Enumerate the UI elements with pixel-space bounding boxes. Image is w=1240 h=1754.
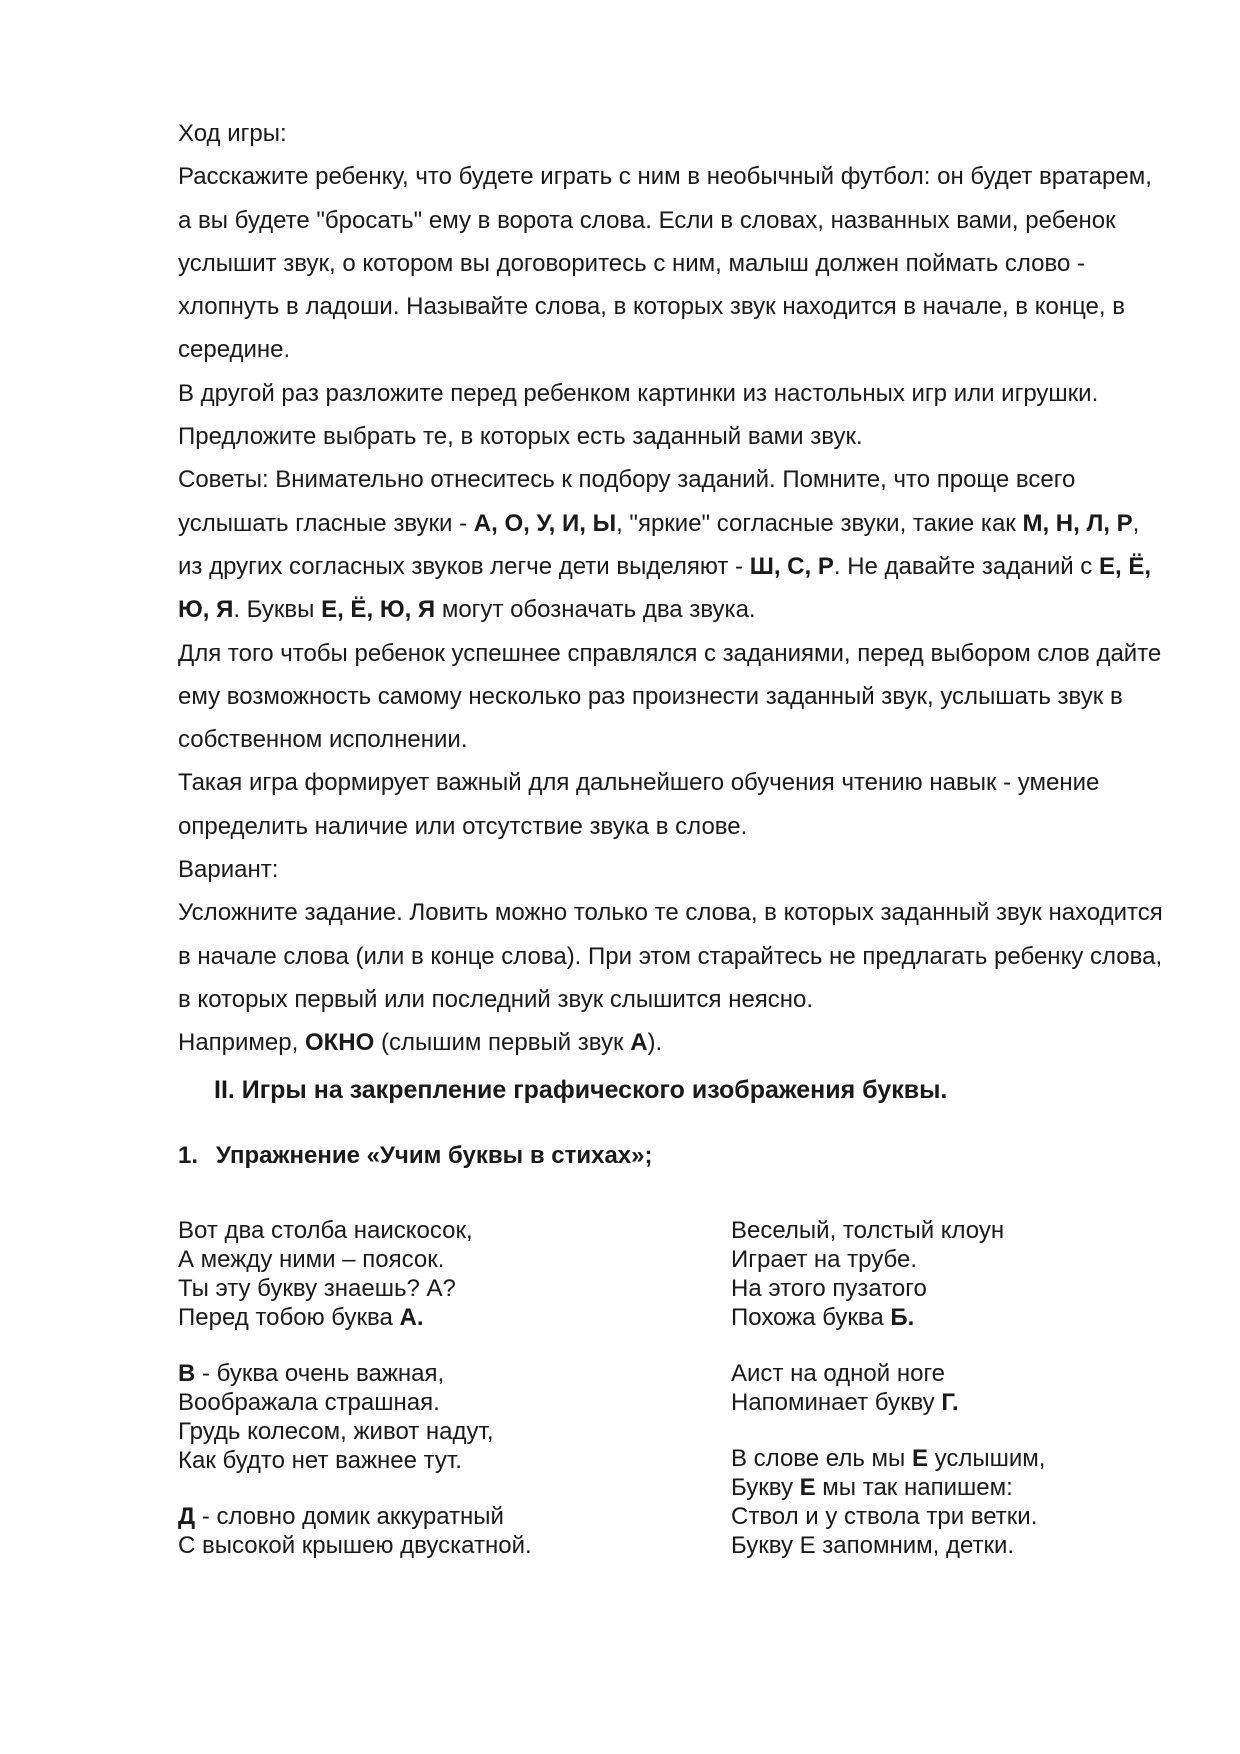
poem-line: С высокой крышею двускатной.	[178, 1532, 532, 1559]
example-sound: А	[630, 1029, 648, 1057]
alternative-paragraph: В другой раз разложите перед ребенком картинки из настольных игр или игрушки. Предложите выбрать те, в которых есть заданный вами звук.	[178, 379, 1099, 451]
poem-line: В слове ель мы Е услышим,	[731, 1445, 1046, 1472]
vowels-emphasis: А, О, У, И, Ы	[473, 509, 617, 537]
exercise-title: Упражнение «Учим буквы в стихах»;	[216, 1142, 653, 1169]
poem-letter-g	[731, 1359, 1045, 1417]
poem-line: Похожа буква Б.	[731, 1304, 915, 1331]
game-instructions-paragraph: Расскажите ребенку, что будете играть с ним в необычный футбол: он будет вратарем, а вы будете "бросать" ему в ворота слова. Если в словах, названных вами, ребенок услышит звук, о котором вы договоритесь с ним, малыш должен поймать слово - хлопнуть в ладоши. Называйте слова, в которых звук находится в начале, в конце, в середине.	[178, 163, 1152, 364]
game-procedure-label: Ход игры:	[178, 120, 287, 147]
poem-line: На этого пузатого	[731, 1275, 927, 1302]
poem-line: Перед тобою буква А.	[178, 1304, 424, 1331]
example-paragraph: Например, ОКНО (слышим первый звук А).	[178, 1029, 663, 1057]
poem-line: Воображала страшная.	[178, 1389, 440, 1416]
poem-letter-e	[731, 1444, 1045, 1560]
poem-letter-d	[178, 1502, 532, 1560]
example-word: ОКНО	[304, 1029, 375, 1057]
poem-letter-a	[178, 1216, 532, 1332]
poem-line: Букву Е запомним, детки.	[731, 1532, 1015, 1559]
poems-right-column	[731, 1216, 1045, 1587]
avoid-letters-emphasis: Е, Ё, Ю, Я	[178, 552, 1152, 624]
poem-line: Д - словно домик аккуратный	[178, 1503, 504, 1530]
variant-paragraph: Усложните задание. Ловить можно только те слова, в которых заданный звук находится в начале слова (или в конце слова). При этом старайтесь не предлагать ребенку слова, в которых первый или последний звук слышится неясно.	[178, 899, 1163, 1013]
poem-line: Ты эту букву знаешь? А?	[178, 1275, 456, 1302]
poem-line: Аист на одной ноге	[731, 1360, 946, 1387]
poem-line: Ствол и у ствола три ветки.	[731, 1503, 1038, 1530]
poem-line: Напоминает букву Г.	[731, 1389, 959, 1416]
exercise-number: 1.	[178, 1142, 199, 1169]
variant-label: Вариант:	[178, 856, 279, 884]
poem-line: Веселый, толстый клоун	[731, 1217, 1005, 1244]
exercise-heading	[178, 1136, 652, 1176]
section-heading: II. Игры на закрепление графического изображения буквы.	[214, 1076, 948, 1104]
bright-consonants-emphasis: М, Н, Л, Р	[1022, 509, 1133, 537]
advice-paragraph: Советы: Внимательно отнеситесь к подбору заданий. Помните, что проще всего услышать гласные звуки - А, О, У, И, Ы, "яркие" согласные звуки, такие как М, Н, Л, Р, из других согласных звуков легче дети выделяют - Ш, С, Р. Не давайте заданий с Е, Ё, Ю, Я. Буквы Е, Ё, Ю, Я могут обозначать два звука.	[178, 466, 1152, 624]
easy-consonants-emphasis: Ш, С, Р	[749, 552, 834, 580]
poem-line: Как будто нет важнее тут.	[178, 1447, 462, 1474]
two-sound-letters-emphasis: Е, Ё, Ю, Я	[321, 596, 436, 624]
poem-line: Играет на трубе.	[731, 1246, 918, 1273]
game-description	[178, 112, 1168, 1065]
practice-paragraph: Для того чтобы ребенок успешнее справлялся с заданиями, перед выбором слов дайте ему возможность самому несколько раз произнести заданный звук, услышать звук в собственном исполнении.	[178, 639, 1162, 754]
poem-line: Вот два столба наискосок,	[178, 1217, 473, 1244]
poem-letter-b	[731, 1216, 1045, 1332]
poem-line: Грудь колесом, живот надут,	[178, 1418, 494, 1445]
poems-left-column	[178, 1216, 532, 1587]
poem-line: В - буква очень важная,	[178, 1360, 445, 1387]
poem-line: А между ними – поясок.	[178, 1246, 445, 1273]
skill-paragraph: Такая игра формирует важный для дальнейшего обучения чтению навык - умение определить наличие или отсутствие звука в слове.	[178, 769, 1100, 840]
poem-letter-v	[178, 1359, 532, 1475]
poem-line: Букву Е мы так напишем:	[731, 1474, 1013, 1501]
